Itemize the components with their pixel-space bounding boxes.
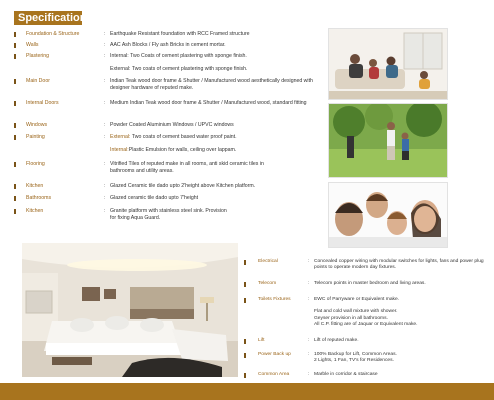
spec-value: Marble in corridor & staircase: [314, 372, 378, 377]
section-title: Specifications: [14, 11, 82, 25]
spec-value: AAC Ash Blocks / Fly ash Bricks in cement mortar.: [110, 42, 226, 48]
bullet-mark: [14, 123, 16, 128]
bullet-mark: [14, 54, 16, 59]
spec-value: Concealed copper wiring with modular switches for lights, fans and power plug points to operate modern day fixtures.: [314, 259, 484, 271]
bullet-mark: [14, 43, 16, 48]
spec-label: Electrical: [258, 259, 278, 264]
bullet-mark: [14, 135, 16, 140]
spec-label: Common Area: [258, 372, 290, 377]
bullet-mark: [244, 373, 246, 378]
spec-value: Lift of reputed make.: [314, 338, 359, 343]
bullet-mark: [244, 353, 246, 358]
spec-value: Telecom points in master bedroom and living areas.: [314, 281, 426, 286]
happy-family-photo: [328, 182, 448, 248]
spec-value: Vitrified Tiles of reputed make in all rooms, anti skid ceramic tiles in bathrooms and utility areas.: [110, 161, 264, 174]
bullet-mark: [244, 282, 246, 287]
bullet-mark: [14, 32, 16, 37]
spec-value: Glazed Ceramic tile dado upto 2'height above Kitchen platform.: [110, 183, 256, 189]
spec-value: Internal: Two Coats of cement plastering with sponge finish. External: Two coats of cement plastering with sponge finish.: [110, 53, 248, 73]
bullet-mark: [244, 260, 246, 265]
spec-label: Power Back up: [258, 352, 291, 357]
bullet-mark: [244, 339, 246, 344]
spec-label: Walls: [26, 42, 39, 48]
spec-label: Internal Doors: [26, 100, 59, 106]
spec-value: EWC of Parryware or Equivalent make. Flat and cold wall mixture with shower. Geyser provision in all bathrooms. All C.P. fitting are of Jaquar or Equivalent make.: [314, 297, 418, 327]
spec-label: Kitchen: [26, 183, 44, 189]
bullet-mark: [244, 298, 246, 303]
golf-family-photo: [328, 103, 448, 178]
spec-label: Painting: [26, 134, 45, 140]
spec-value: Medium Indian Teak wood door frame & Shutter / Manufactured wood, standard fitting: [110, 100, 307, 106]
spec-value: Earthquake Resistant foundation with RCC Framed structure: [110, 31, 250, 37]
spec-label: Main Door: [26, 78, 50, 84]
bullet-mark: [14, 196, 16, 201]
spec-label: Lift: [258, 338, 265, 343]
bullet-mark: [14, 101, 16, 106]
spec-label: Toilets Fixtures: [258, 297, 291, 302]
bullet-mark: [14, 184, 16, 189]
spec-label: Flooring: [26, 161, 45, 167]
bullet-mark: [14, 162, 16, 167]
bullet-mark: [14, 79, 16, 84]
spec-value: Glazed ceramic tile dado upto 7'height: [110, 195, 199, 201]
spec-value: Indian Teak wood door frame & Shutter / Manufactured wood aesthetically designed with designer hardware of reputed make.: [110, 78, 313, 91]
spec-value: Powder Coated Aluminium Windows / UPVC windows: [110, 122, 234, 128]
spec-label: Windows: [26, 122, 48, 128]
spec-value: 100% Backup for Lift, Common Areas. 2 Lights, 1 Fan, TV's for Residences.: [314, 352, 397, 364]
living-room-photo: [22, 243, 238, 377]
spec-value: External: Two coats of cement based water proof paint. Internal:Plastic Emulsion for walls, ceiling over lappam.: [110, 134, 237, 154]
footer-bar: [0, 383, 494, 400]
spec-label: Foundation & Structure: [26, 31, 80, 37]
family-living-room-photo: [328, 28, 448, 100]
spec-label: Plastering: [26, 53, 50, 59]
spec-label: Bathrooms: [26, 195, 52, 201]
spec-label: Kitchen: [26, 208, 44, 214]
bullet-mark: [14, 209, 16, 214]
spec-label: Telecom: [258, 281, 277, 286]
spec-value: Granite platform with stainless steel sink. Provision for fixing Aqua Guard.: [110, 208, 227, 221]
